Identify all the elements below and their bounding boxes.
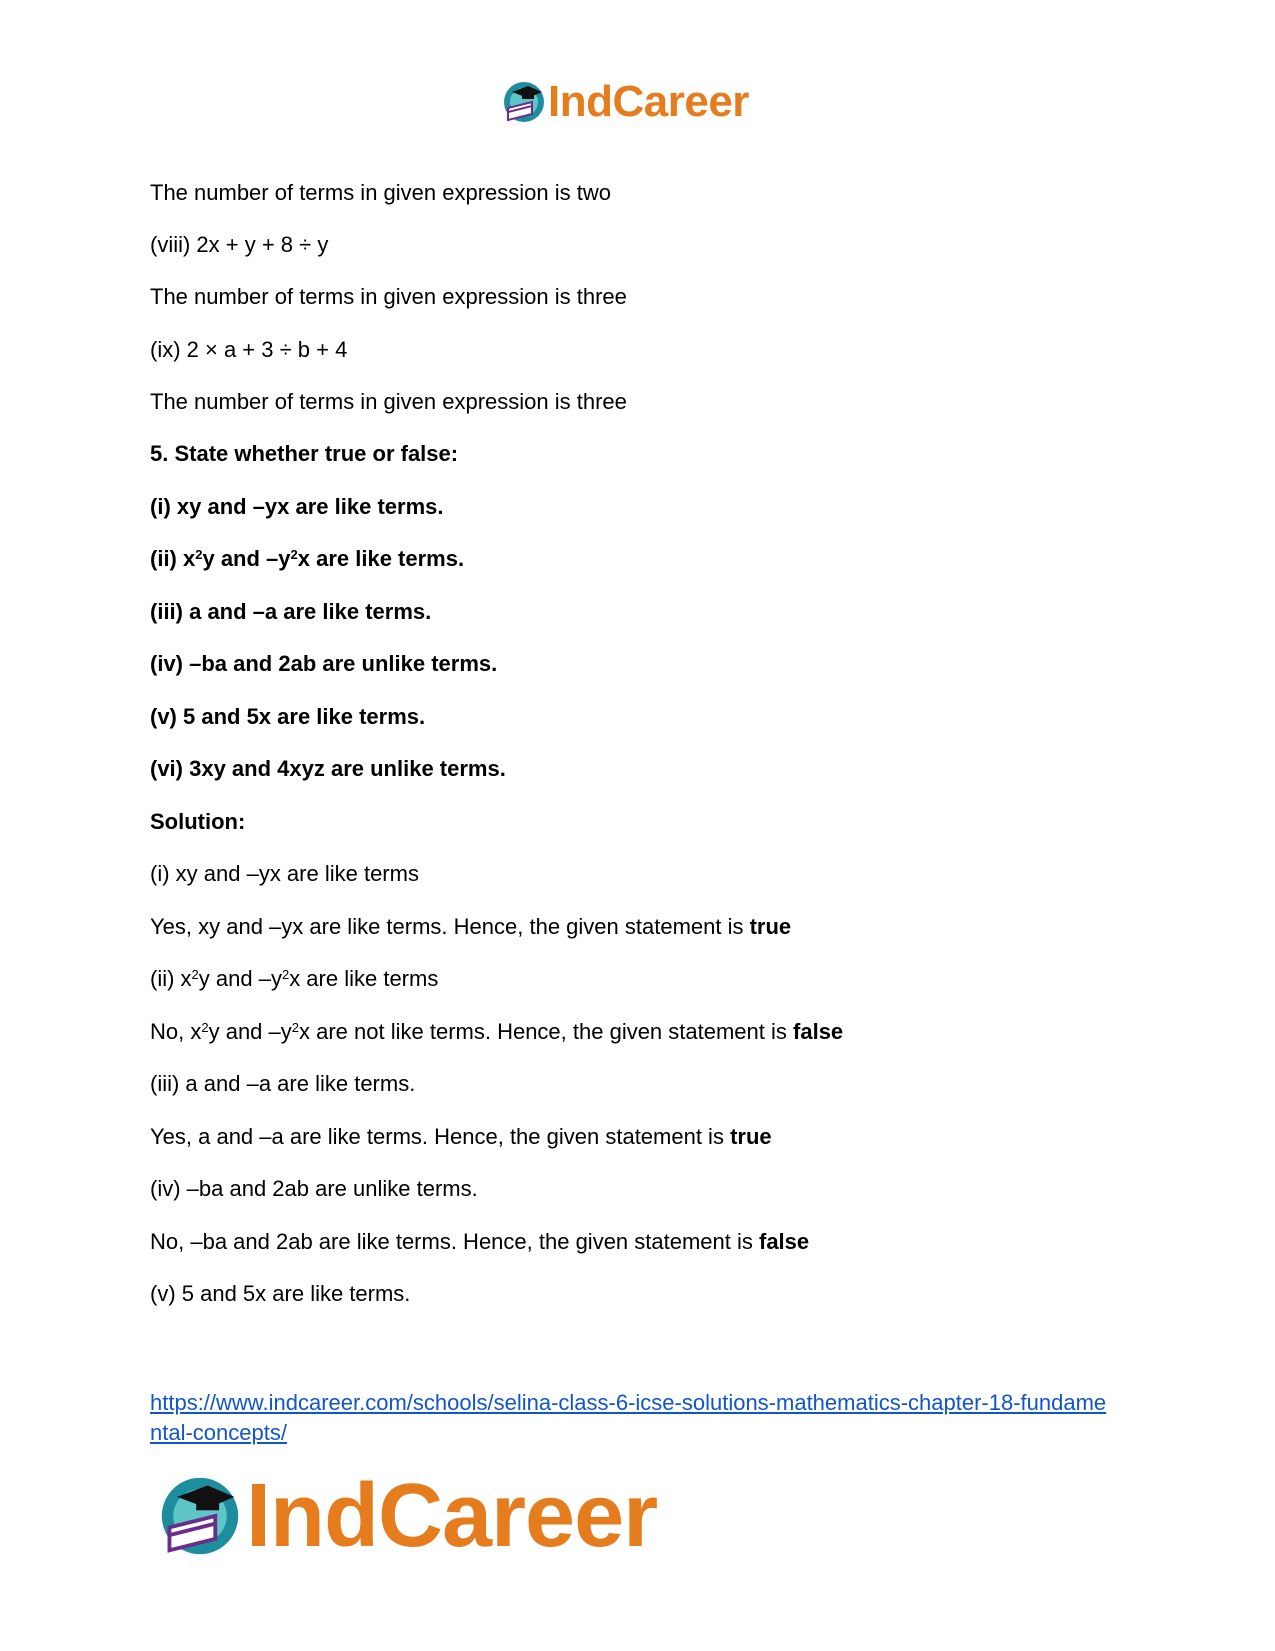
- expression-line: (viii) 2x + y + 8 ÷ y: [150, 232, 329, 257]
- solution-answer: Yes, a and –a are like terms. Hence, the given statement is true: [150, 1124, 772, 1149]
- question-item: (iii) a and –a are like terms.: [150, 599, 432, 624]
- answer-line: The number of terms in given expression is three: [150, 389, 627, 414]
- solution-heading: Solution:: [150, 809, 246, 834]
- question-item: (vi) 3xy and 4xyz are unlike terms.: [150, 756, 506, 781]
- question-item: (ii) $x^2y$ and $-y^2x$ are like terms.: [150, 546, 465, 571]
- brand-name: IndCareer: [548, 77, 749, 126]
- answer-line: The number of terms in given expression is two: [150, 180, 611, 205]
- question-heading: 5. State whether true or false:: [150, 441, 459, 466]
- question-item: (iv) –ba and 2ab are unlike terms.: [150, 651, 498, 676]
- question-item: (i) xy and –yx are like terms.: [150, 494, 444, 519]
- question-item: (v) 5 and 5x are like terms.: [150, 704, 426, 729]
- footer-logo: [158, 1466, 657, 1566]
- book-globe-icon: [502, 80, 546, 124]
- solution-answer: Yes, xy and –yx are like terms. Hence, the given statement is true: [150, 914, 792, 939]
- solution-item: (v) 5 and 5x are like terms.: [150, 1281, 411, 1306]
- solution-item: (iii) a and –a are like terms.: [150, 1071, 416, 1096]
- expression-line: (ix) 2 × a + 3 ÷ b + 4: [150, 337, 348, 362]
- brand-name: IndCareer: [246, 1466, 658, 1566]
- solution-answer: No, $x^2y$ and $-y^2x$ are not like terms. Hence, the given statement is false: [150, 1019, 844, 1044]
- solution-item: (iv) –ba and 2ab are unlike terms.: [150, 1176, 478, 1201]
- book-globe-icon: [158, 1474, 242, 1558]
- solution-item: (ii) $x^2y$ and $-y^2x$ are like terms: [150, 966, 439, 991]
- solution-answer: No, –ba and 2ab are like terms. Hence, the given statement is false: [150, 1229, 810, 1254]
- solution-item: (i) xy and –yx are like terms: [150, 861, 419, 886]
- source-link[interactable]: https://www.indcareer.com/schools/selina-class-6-icse-solutions-mathematics-chapter-18-fundamental-concepts/: [150, 1390, 1107, 1445]
- header-logo: [502, 76, 749, 128]
- answer-line: The number of terms in given expression is three: [150, 284, 627, 309]
